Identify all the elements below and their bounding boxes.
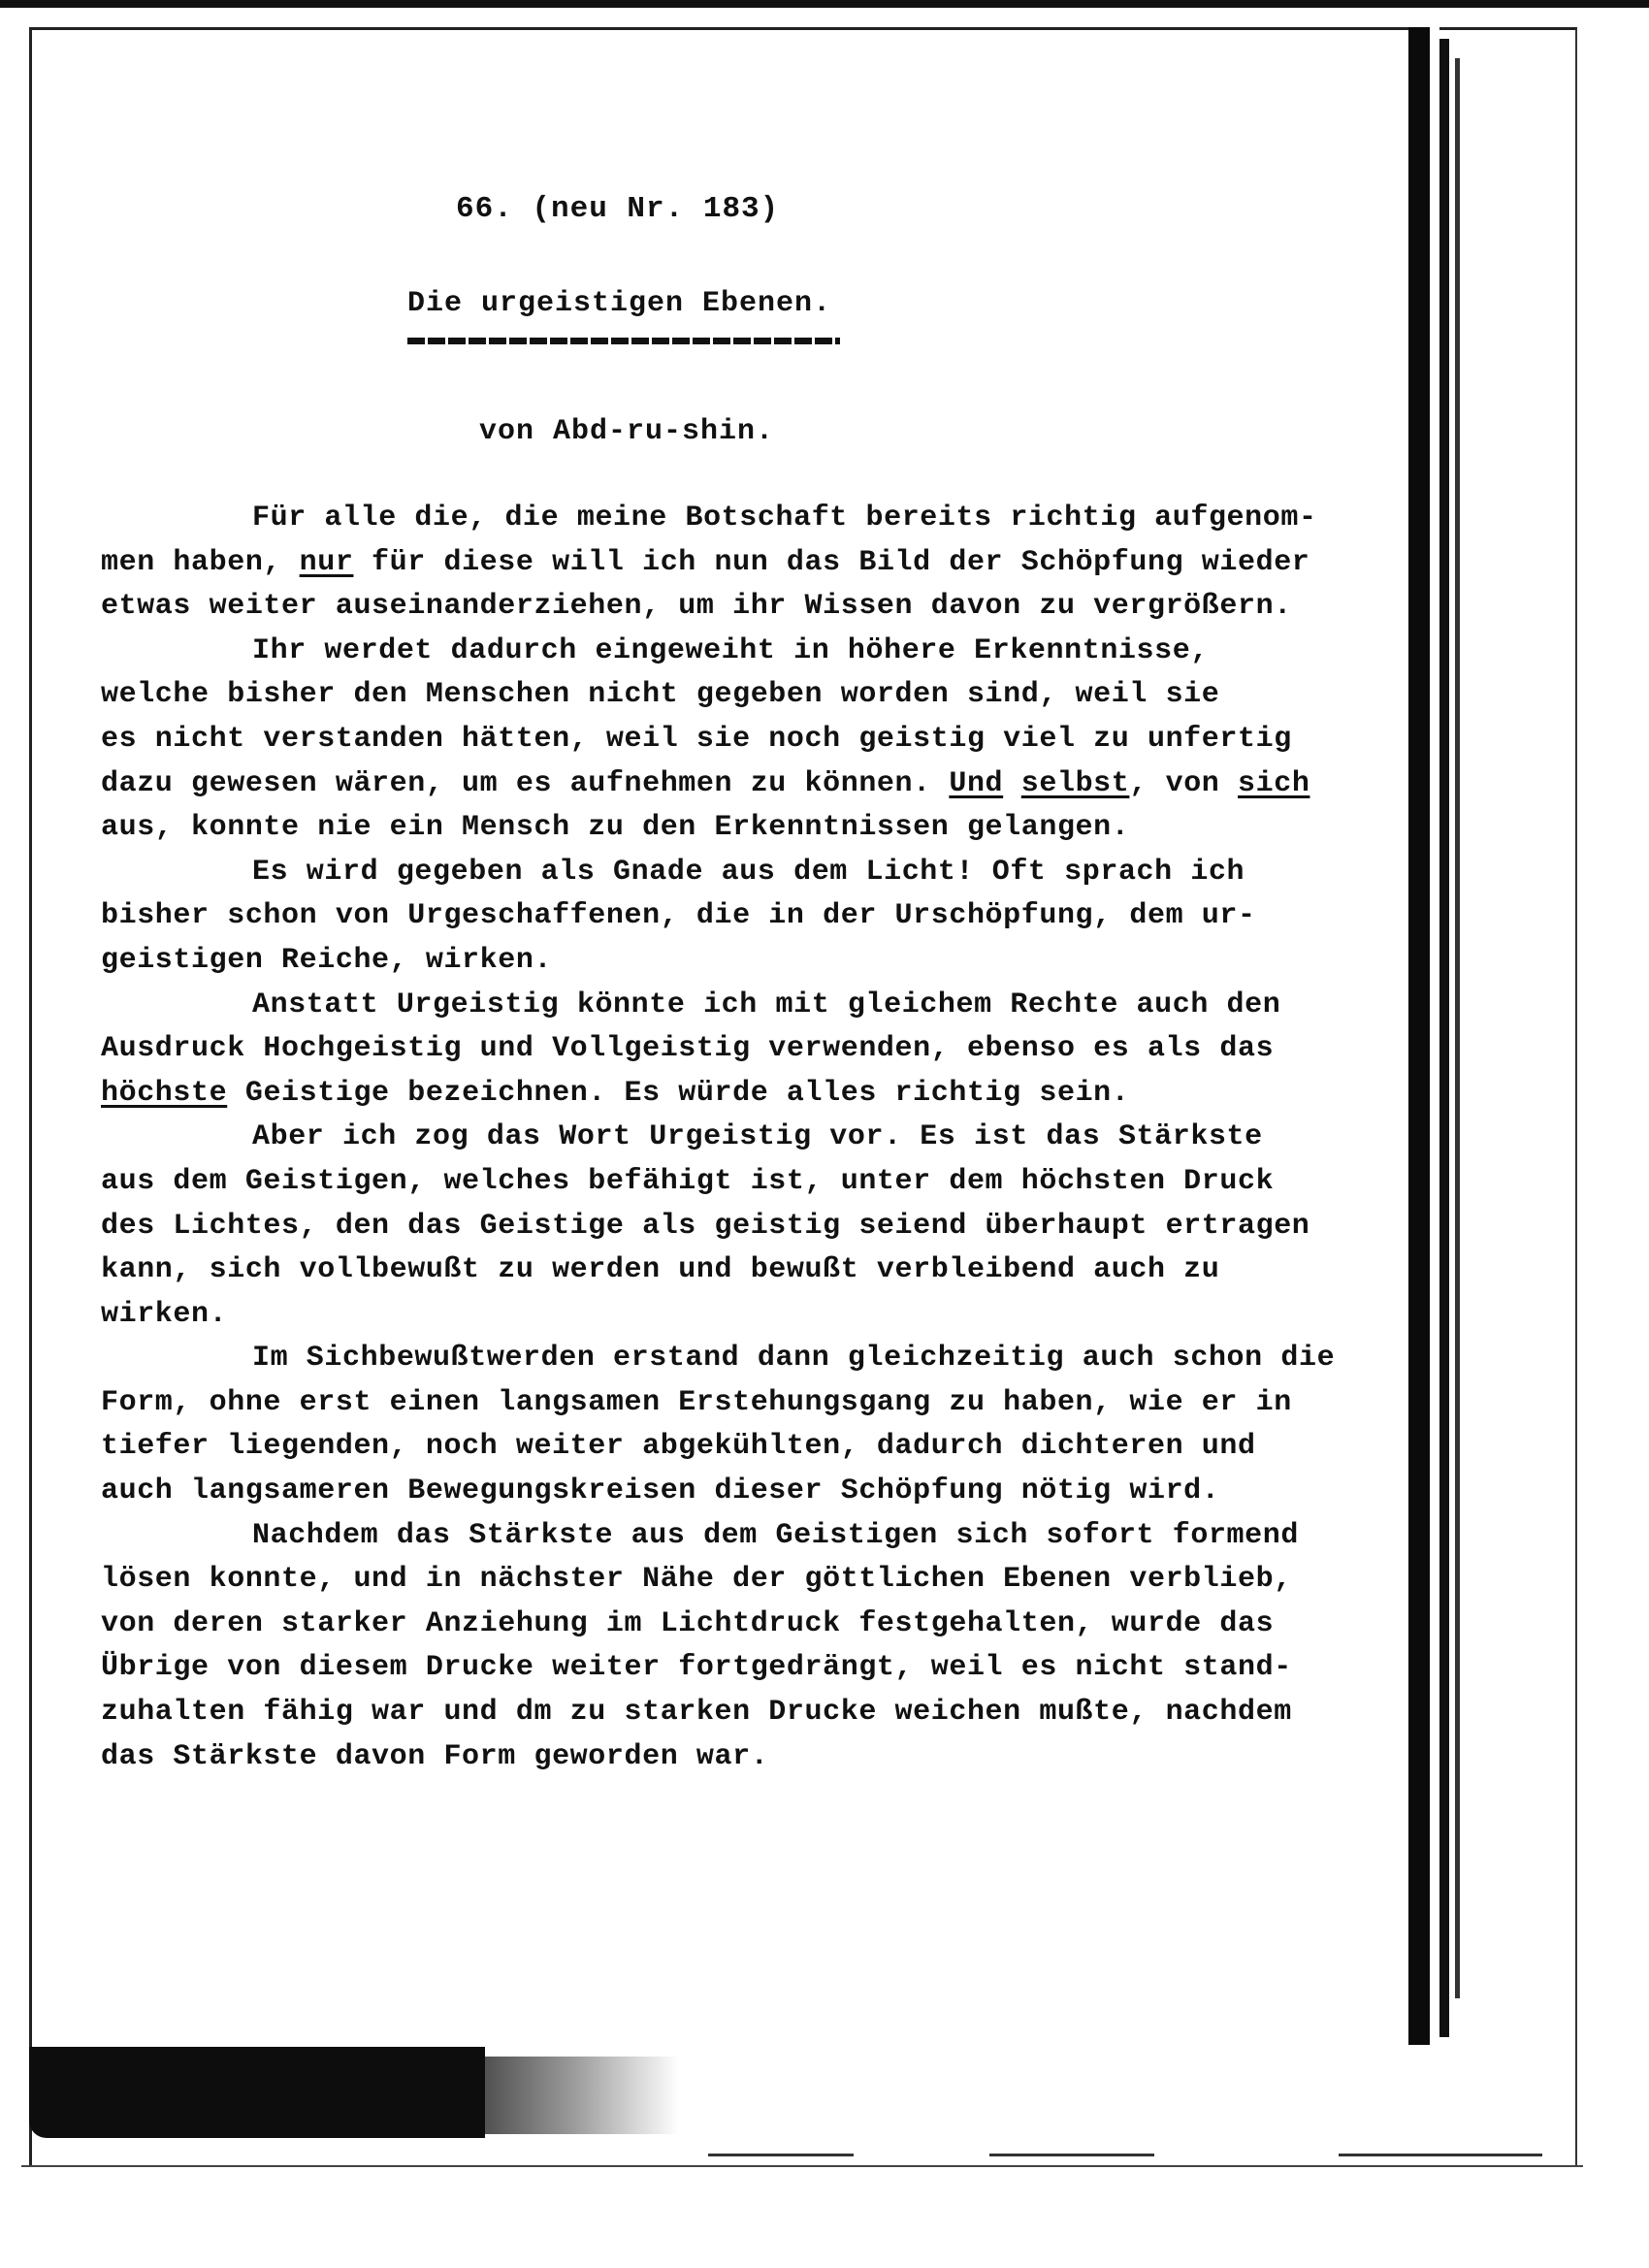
text-segment: lösen konnte, und in nächster Nähe der göttlichen Ebenen verblieb, (101, 1563, 1292, 1597)
underlined-word: selbst (1020, 766, 1130, 800)
text-segment: Im Sichbewußtwerden erstand dann gleichzeitig auch schon die (252, 1342, 1336, 1376)
text-line (101, 1603, 1391, 1647)
text-line (101, 984, 1391, 1028)
text-line (101, 894, 1391, 939)
text-line (101, 541, 1391, 586)
text-segment: Übrige von diesem Drucke weiter fortgedrängt, weil es nicht stand- (101, 1651, 1292, 1685)
document-title: Die urgeistigen Ebenen. (407, 287, 832, 320)
text-segment (1003, 767, 1021, 800)
text-line (101, 1293, 1391, 1338)
text-line (101, 1425, 1391, 1470)
text-line (101, 1691, 1391, 1735)
text-line (101, 718, 1391, 762)
text-line (101, 1558, 1391, 1603)
text-line (101, 1735, 1391, 1780)
text-segment: Geistige bezeichnen. Es würde alles richtig sein. (227, 1076, 1130, 1110)
text-segment: men haben, (101, 545, 300, 579)
underlined-word: nur (299, 545, 354, 579)
text-segment: aus dem Geistigen, welches befähigt ist, unter dem höchsten Druck (101, 1164, 1275, 1198)
title-underline (407, 338, 840, 344)
text-line (101, 585, 1391, 630)
text-segment: Anstatt Urgeistig könnte ich mit gleichem Rechte auch den (252, 988, 1281, 1021)
document-body (101, 497, 1391, 1779)
text-line (101, 806, 1391, 851)
text-segment: welche bisher den Menschen nicht gegeben worden sind, weil sie (101, 678, 1220, 712)
text-line (101, 1072, 1391, 1117)
text-segment: Für alle die, die meine Botschaft bereits richtig aufgenom- (252, 502, 1317, 535)
text-line (101, 1470, 1391, 1514)
text-segment: das Stärkste davon Form geworden war. (101, 1739, 769, 1773)
scan-bottom-mark (989, 2154, 1154, 2156)
scan-right-shadow (1408, 27, 1430, 2045)
scan-right-edge (1439, 39, 1449, 2037)
scan-right-gap (1430, 27, 1439, 2035)
text-segment: des Lichtes, den das Geistige als geistig seiend überhaupt ertragen (101, 1209, 1310, 1243)
text-segment: Ausdruck Hochgeistig und Vollgeistig verwenden, ebenso es als das (101, 1032, 1275, 1066)
text-line (101, 1027, 1391, 1072)
text-segment: geistigen Reiche, wirken. (101, 943, 553, 977)
text-segment: etwas weiter auseinanderziehen, um ihr Wissen davon zu vergrößern. (101, 590, 1292, 624)
text-segment: von deren starker Anziehung im Lichtdruck festgehalten, wurde das (101, 1606, 1275, 1640)
text-line (101, 1116, 1391, 1160)
text-segment: dazu gewesen wären, um es aufnehmen zu können. (101, 766, 950, 800)
text-segment: Es wird gegeben als Gnade aus dem Licht! Oft sprach ich (252, 855, 1245, 889)
underlined-word: höchste (101, 1076, 228, 1110)
scan-right-edge-thin (1455, 58, 1460, 1998)
underlined-word: sich (1238, 766, 1310, 800)
text-segment: wirken. (101, 1297, 228, 1331)
text-segment: bisher schon von Urgeschaffenen, die in der Urschöpfung, dem ur- (101, 899, 1256, 933)
text-line (101, 762, 1391, 807)
document-author: von Abd-ru-shin. (479, 415, 775, 448)
document-number: 66. (neu Nr. 183) (456, 192, 780, 226)
text-segment: es nicht verstanden hätten, weil sie noch geistig viel zu unfertig (101, 722, 1292, 756)
text-segment: Aber ich zog das Wort Urgeistig vor. Es ist das Stärkste (252, 1120, 1263, 1154)
text-line (101, 1160, 1391, 1205)
text-segment: für diese will ich nun das Bild der Schöpfung wieder (353, 545, 1310, 579)
text-segment: , von (1129, 766, 1239, 800)
scan-bottom-shadow (29, 2047, 485, 2138)
text-segment: tiefer liegenden, noch weiter abgekühlten, dadurch dichteren und (101, 1430, 1256, 1464)
scan-bottom-shadow-fade (485, 2057, 679, 2134)
text-segment: Ihr werdet dadurch eingeweiht in höhere Erkenntnisse, (252, 633, 1209, 667)
scan-bottom-mark (1339, 2154, 1542, 2156)
underlined-word: Und (949, 766, 1004, 800)
text-segment: Nachdem das Stärkste aus dem Geistigen sich sofort formend (252, 1518, 1299, 1552)
text-line (101, 1381, 1391, 1426)
text-line (101, 939, 1391, 984)
text-segment: aus, konnte nie ein Mensch zu den Erkenntnissen gelangen. (101, 811, 1130, 845)
scan-top-edge (0, 0, 1649, 8)
text-segment: kann, sich vollbewußt zu werden und bewußt verbleibend auch zu (101, 1253, 1220, 1287)
text-line (101, 1337, 1391, 1381)
text-segment: zuhalten fähig war und dm zu starken Drucke weichen mußte, nachdem (101, 1696, 1292, 1730)
text-line (101, 497, 1391, 541)
text-line (101, 1646, 1391, 1691)
scan-bottom-rule (21, 2165, 1583, 2167)
text-line (101, 673, 1391, 718)
text-segment: Form, ohne erst einen langsamen Erstehungsgang zu haben, wie er in (101, 1385, 1292, 1419)
text-line (101, 851, 1391, 895)
text-line (101, 1205, 1391, 1249)
text-line (101, 1514, 1391, 1559)
text-line (101, 1248, 1391, 1293)
scan-bottom-mark (708, 2154, 854, 2156)
text-line (101, 630, 1391, 674)
text-segment: auch langsameren Bewegungskreisen dieser Schöpfung nötig wird. (101, 1474, 1220, 1508)
